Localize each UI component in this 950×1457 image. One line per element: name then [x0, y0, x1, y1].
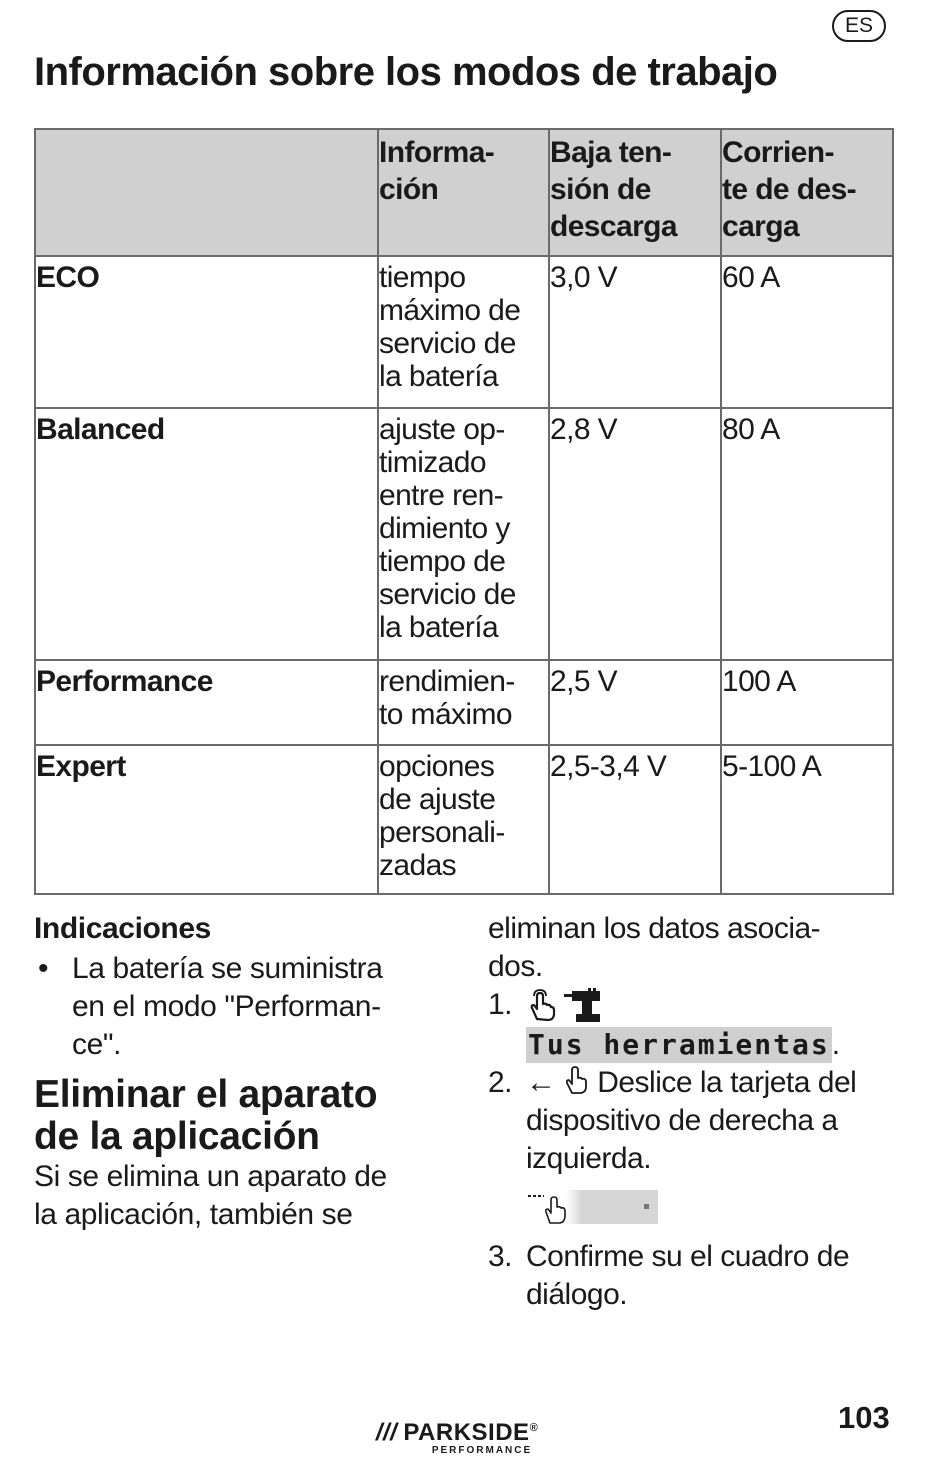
remove-intro-text: Si se elimina un aparato de la aplicación, también se [34, 1160, 387, 1231]
left-column [34, 910, 454, 1234]
notes-list [34, 950, 454, 1064]
tap-hand-icon [526, 989, 558, 1023]
mode-info: tiempo máximo de servicio de la batería [378, 256, 549, 408]
logo-text: PARKSIDE [403, 1419, 530, 1446]
mode-name: Expert [35, 745, 378, 894]
note-item: • La batería se suministra en el modo "Performan- ce". [34, 950, 454, 1064]
header-cell-mode [35, 129, 378, 256]
table-row-balanced [35, 408, 893, 660]
mode-current: 5-100 A [721, 745, 893, 894]
mode-name: Performance [35, 660, 378, 745]
step-3: 3. Confirme su el cuadro de diálogo. [488, 1240, 850, 1311]
page-title: Información sobre los modos de trabajo [34, 50, 778, 94]
ui-label-your-tools: Tus herramientas [528, 1028, 830, 1061]
notes-heading: Indicaciones [34, 912, 211, 945]
logo-registered-mark: ® [529, 1422, 539, 1434]
card-dot-icon [644, 1204, 650, 1210]
remove-section-heading: Eliminar el aparato de la aplicación [34, 1073, 378, 1158]
step-1-icons [526, 986, 898, 1026]
header-cell-current: Corrien- te de des- carga [721, 129, 893, 256]
table-row-performance [35, 660, 893, 745]
mode-info: ajuste op- timizado entre ren- dimiento y tiempo de servicio de la batería [378, 408, 549, 660]
table-row-expert [35, 745, 893, 894]
step-1: 1. Tus herramientas. [488, 986, 898, 1064]
step-2: 2. ← Deslice la tarjeta del dispositivo de derecha a izquierda. [488, 1064, 898, 1224]
drill-icon [562, 988, 604, 1024]
table-row-eco [35, 256, 893, 408]
mode-current: 100 A [721, 660, 893, 745]
swipe-card-illustration [526, 1190, 658, 1224]
swipe-left-arrow-icon: ← [526, 1066, 556, 1099]
mode-voltage: 2,5-3,4 V [549, 745, 721, 894]
mode-info: rendimien- to máximo [378, 660, 549, 745]
header-cell-info: Informa- ción [378, 129, 549, 256]
page-number: 103 [838, 1400, 890, 1435]
swipe-hand-icon [526, 1190, 586, 1224]
step-number: 1. [488, 988, 513, 1021]
step-number: 2. [488, 1066, 513, 1099]
brand-logo [372, 1416, 542, 1457]
right-column [488, 910, 898, 1314]
mode-name: ECO [35, 256, 378, 408]
header-cell-voltage: Baja ten- sión de descarga [549, 129, 721, 256]
remove-intro-continued: eliminan los datos asocia- dos. [488, 912, 821, 983]
mode-info: opciones de ajuste personali- zadas [378, 745, 549, 894]
work-modes-table [34, 128, 894, 895]
mode-current: 80 A [721, 408, 893, 660]
mode-voltage: 3,0 V [549, 256, 721, 408]
language-badge: ES [832, 10, 886, 42]
logo-subtitle: PERFORMANCE [431, 1445, 533, 1456]
step-number: 3. [488, 1240, 513, 1273]
mode-voltage: 2,5 V [549, 660, 721, 745]
table-header-row [35, 129, 893, 256]
mode-current: 60 A [721, 256, 893, 408]
mode-name: Balanced [35, 408, 378, 660]
pointing-hand-icon [563, 1065, 589, 1095]
mode-voltage: 2,8 V [549, 408, 721, 660]
logo-slashes: /// [375, 1419, 398, 1446]
